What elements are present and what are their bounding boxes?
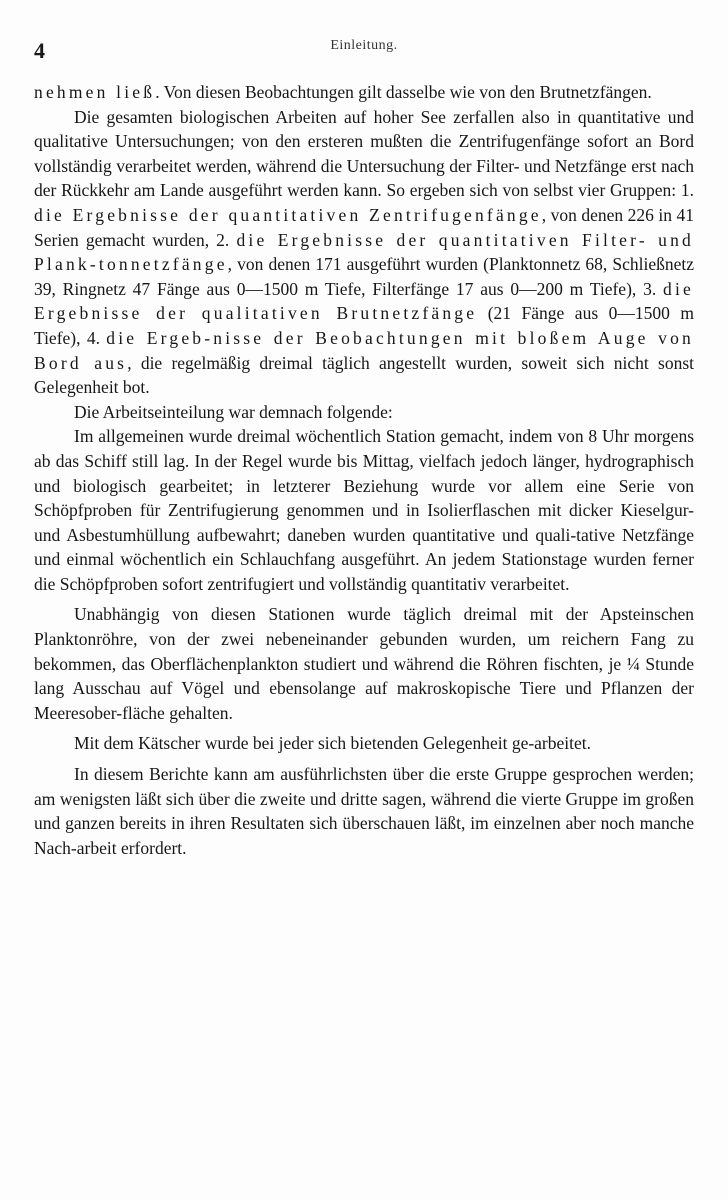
text-run: Unabhängig von diesen Stationen wurde täglich dreimal mit der Apsteinschen Planktonröhre, von der zwei nebeneinander gebunden wurden, um reichern Fang zu bekommen, das Oberflächenplankton studiert und während die Röhren fischten, je ¼ Stunde lang Ausschau auf Vögel und ebensolange auf makroskopische Tiere und Pflanzen der Meeresober-fläche gehalten. — [34, 604, 694, 723]
text-run: Die Arbeitseinteilung war demnach folgende: — [74, 401, 393, 422]
spaced-text: die Ergeb-nisse der Beobachtungen mit bloßem Auge von Bord aus — [34, 327, 694, 373]
text-run: , von denen 171 ausgeführt wurden (Planktonnetz 68, Schließnetz 39, Ringnetz 47 Fänge aus 0—1500 m Tiefe, Filterfänge 17 aus 0—200 m Tiefe), 3. — [34, 254, 694, 299]
body-text — [34, 80, 694, 860]
text-run: . Von diesen Beobachtungen gilt dasselbe wie von den Brutnetzfängen. — [155, 82, 652, 102]
paragraph-3 — [34, 400, 694, 425]
text-run: (21 Fänge aus 0—1500 m Tiefe), 4. — [34, 303, 694, 348]
text-run: In diesem Berichte kann am ausführlichsten über die erste Gruppe gesprochen werden; am wenigsten läßt sich über die zweite und dritte sagen, während die vierte Gruppe im großen und ganzen bereits in ihren Resultaten sich überschauen läßt, im einzelnen aber noch manche Nach-arbeit erfordert. — [34, 764, 694, 858]
paragraph-7 — [34, 762, 694, 860]
text-run: , die regelmäßig dreimal täglich angestellt wurden, soweit sich nicht sonst Gelegenheit bot. — [34, 352, 694, 398]
paragraph-4 — [34, 424, 694, 596]
text-run: , von denen 226 in 41 Serien gemacht wurden, 2. — [34, 204, 694, 250]
paragraph-5 — [34, 602, 694, 725]
paragraph-1 — [34, 80, 694, 105]
spaced-text: die Ergebnisse der quantitativen Filter- und Plank-tonnetzfänge — [34, 229, 695, 275]
paragraph-6 — [34, 731, 694, 756]
spaced-text: die Ergebnisse der qualitativen Brutnetzfänge — [34, 278, 694, 324]
page-number: 4 — [34, 38, 45, 63]
text-run: Die gesamten biologischen Arbeiten auf hoher See zerfallen also in quantitative und qualitative Untersuchungen; von den ersteren mußten die Zentrifugenfänge sofort an Bord vollständig verarbeitet werden, während die Untersuchung der Filter- und Netzfänge erst nach der Rückkehr am Lande ausgeführt werden kann. So ergeben sich von selbst vier Gruppen: 1. — [34, 106, 694, 201]
text-run: Im allgemeinen wurde dreimal wöchentlich Station gemacht, indem von 8 Uhr morgens ab das Schiff still lag. In der Regel wurde bis Mittag, vielfach jedoch länger, hydrographisch und biologisch gearbeitet; in letzterer Beziehung wurde vor allem eine Serie von Schöpfproben für Zentrifugierung genommen und in Isolierflaschen mit dicker Kieselgur- und Asbestumhüllung aufbewahrt; daneben wurden quantitative und quali-tative Netzfänge und einmal wöchentlich ein Schlauchfang ausgeführt. An jedem Stationstage wurden ferner die Schöpfproben sofort zentrifugiert und vollständig quantitativ verarbeitet. — [34, 426, 694, 594]
spaced-text: die Ergebnisse der quantitativen Zentrifugenfänge — [34, 204, 542, 225]
text-run: Mit dem Kätscher wurde bei jeder sich bietenden Gelegenheit ge-arbeitet. — [74, 733, 592, 754]
spaced-text: nehmen ließ — [34, 82, 156, 102]
paragraph-2 — [34, 105, 694, 400]
running-head: Einleitung. — [330, 38, 398, 53]
